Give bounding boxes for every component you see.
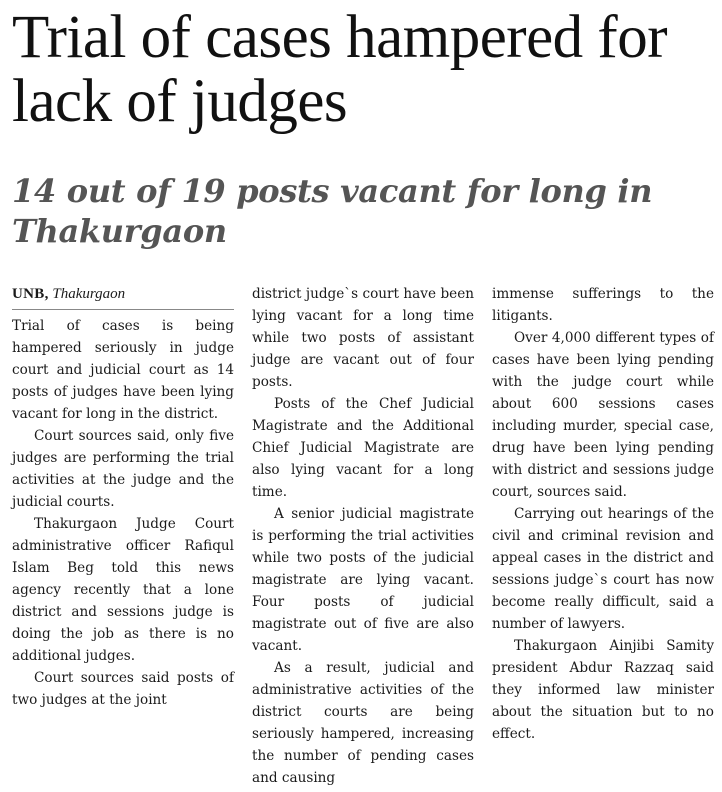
article-paragraph: As a result, judicial and administrative activities of the district courts are being seriously hampered, increasing the number of pending cases and causing — [252, 660, 474, 786]
article-paragraph: district judge`s court have been lying vacant for a long time while two posts of assistant judge are vacant out of four posts. — [252, 286, 474, 390]
article-paragraph: Trial of cases is being hampered seriously in judge court and judicial court as 14 posts of judges have been lying vacant for long in the district. — [12, 318, 234, 422]
article-column-1 — [12, 283, 234, 711]
byline — [12, 283, 234, 310]
article-paragraph: A senior judicial magistrate is performing the trial activities while two posts of the judicial magistrate are lying vacant. Four posts of judicial magistrate out of five are also vacant. — [252, 506, 474, 654]
article-paragraph: Thakurgaon Ainjibi Samity president Abdur Razzaq said they informed law minister about the situation but to no effect. — [492, 638, 714, 742]
headline: Trial of cases hampered for lack of judges — [12, 4, 668, 135]
article-paragraph: Court sources said, only five judges are performing the trial activities at the judge and the judicial courts. — [12, 428, 234, 510]
article-paragraph: Thakurgaon Judge Court administrative officer Rafiqul Islam Beg told this news agency recently that a lone district and sessions judge is doing the job as there is no additional judges. — [12, 516, 234, 664]
article-column-3 — [492, 283, 714, 745]
article-paragraph: Carrying out hearings of the civil and criminal revision and appeal cases in the district and sessions judge`s court has now become really difficult, said a number of lawyers. — [492, 506, 714, 632]
article-paragraph: immense sufferings to the litigants. — [492, 286, 714, 324]
article-column-2 — [252, 283, 474, 789]
article-paragraph: Posts of the Chef Judicial Magistrate and the Additional Chief Judicial Magistrate are also lying vacant for a long time. — [252, 396, 474, 500]
article-paragraph: Over 4,000 different types of cases have been lying pending with the judge court while about 600 sessions cases including murder, special case, drug have been lying pending with district and sessions judge court, sources said. — [492, 330, 714, 500]
article-paragraph: Court sources said posts of two judges at the joint — [12, 670, 234, 708]
subheadline: 14 out of 19 posts vacant for long in Thakurgaon — [12, 172, 653, 250]
byline-agency: UNB, — [12, 286, 49, 302]
byline-location: Thakurgaon — [52, 286, 126, 302]
